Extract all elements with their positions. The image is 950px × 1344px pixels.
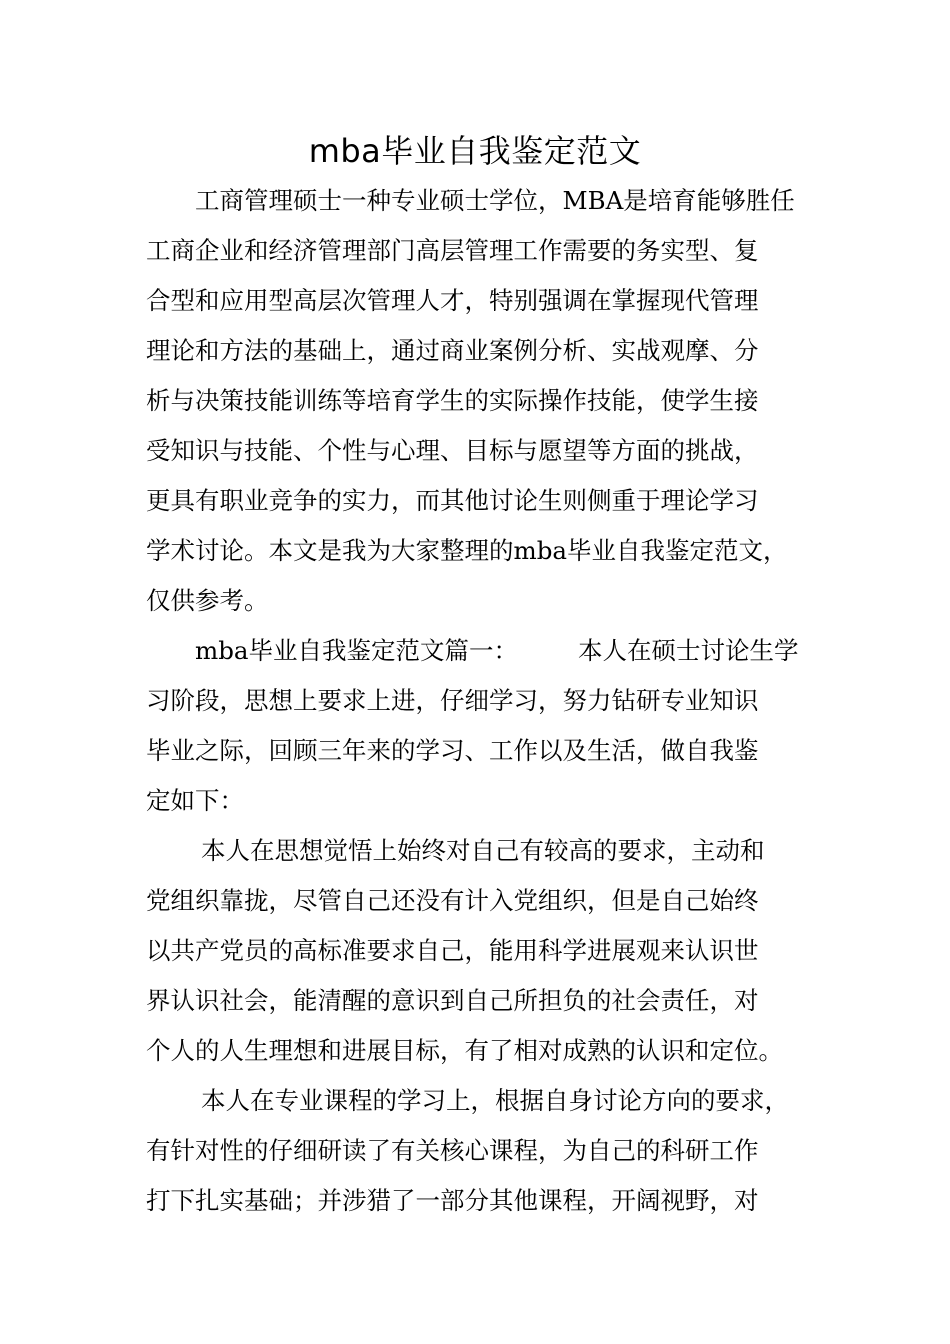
paragraph-1-line-2: 工商企业和经济管理部门高层管理工作需要的务实型、复 (146, 236, 759, 265)
paragraph-1-line-9: 仅供参考。 (146, 586, 269, 615)
paragraph-3-line-2: 党组织靠拢，尽管自己还没有计入党组织，但是自己始终 (146, 886, 759, 915)
paragraph-2-line-1 (146, 626, 826, 676)
paragraph-3-line-4: 界认识社会，能清醒的意识到自己所担负的社会责任，对 (146, 986, 759, 1015)
paragraph-1-line-4: 理论和方法的基础上，通过商业案例分析、实战观摩、分 (146, 336, 759, 365)
paragraph-3-line-1: 本人在思想觉悟上始终对自己有较高的要求，主动和 (201, 836, 765, 865)
section-heading: mba毕业自我鉴定范文篇一： (195, 636, 519, 665)
document-title: mba毕业自我鉴定范文 (308, 132, 642, 170)
paragraph-1-line-6: 受知识与技能、个性与心理、目标与愿望等方面的挑战， (146, 436, 759, 465)
paragraph-1-line-3: 合型和应用型高层次管理人才，特别强调在掌握现代管理 (146, 286, 759, 315)
paragraph-3-line-3: 以共产党员的高标准要求自己，能用科学进展观来认识世 (146, 936, 759, 965)
paragraph-2-line-2: 习阶段，思想上要求上进，仔细学习，努力钻研专业知识 (146, 686, 759, 715)
paragraph-1-line-8: 学术讨论。本文是我为大家整理的mba毕业自我鉴定范文， (146, 536, 788, 565)
paragraph-2-line-3: 毕业之际，回顾三年来的学习、工作以及生活，做自我鉴 (146, 736, 759, 765)
paragraph-4-line-2: 有针对性的仔细研读了有关核心课程，为自己的科研工作 (146, 1136, 759, 1165)
section-heading-rest: 本人在硕士讨论生学 (578, 636, 799, 665)
paragraph-1-line-1: 工商管理硕士一种专业硕士学位，MBA是培育能够胜任 (195, 186, 795, 215)
paragraph-2-line-4: 定如下： (146, 786, 244, 815)
paragraph-4-line-3: 打下扎实基础；并涉猎了一部分其他课程，开阔视野，对 (146, 1186, 759, 1215)
paragraph-3-line-5: 个人的人生理想和进展目标，有了相对成熟的认识和定位。 (146, 1036, 783, 1065)
paragraph-1-line-7: 更具有职业竞争的实力，而其他讨论生则侧重于理论学习 (146, 486, 759, 515)
paragraph-4-line-1: 本人在专业课程的学习上，根据自身讨论方向的要求， (201, 1086, 789, 1115)
document-body (146, 176, 826, 1226)
paragraph-1-line-5: 析与决策技能训练等培育学生的实际操作技能，使学生接 (146, 386, 759, 415)
